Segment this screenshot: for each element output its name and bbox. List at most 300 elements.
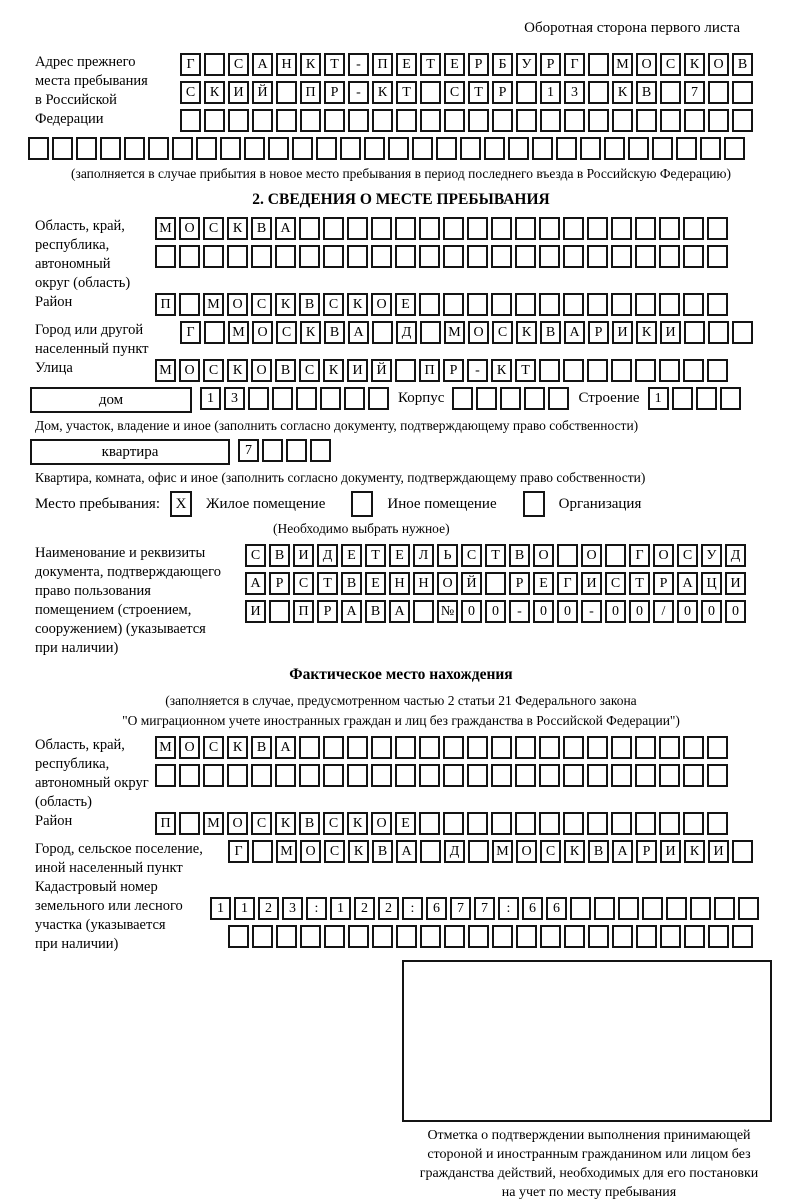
char-box: И (245, 600, 266, 623)
char-box (660, 81, 681, 104)
district-block (28, 293, 774, 321)
char-box: С (251, 812, 272, 835)
char-box: Ц (701, 572, 722, 595)
char-box: Г (629, 544, 650, 567)
char-box (443, 812, 464, 835)
char-box: 0 (557, 600, 578, 623)
prev-address-row-2 (180, 81, 774, 104)
stamp-note-line: Отметка о подтверждении выполнения принимающей (427, 1128, 751, 1143)
char-box (707, 764, 728, 787)
char-box (244, 137, 265, 160)
char-box: С (251, 293, 272, 316)
char-box (563, 359, 584, 382)
document-row-2 (245, 572, 774, 595)
char-box: Г (180, 53, 201, 76)
stay-type-label: Место пребывания: (35, 495, 160, 512)
char-box (468, 109, 489, 132)
char-box: Р (653, 572, 674, 595)
char-box (388, 137, 409, 160)
street-row (155, 359, 731, 382)
char-box (540, 925, 561, 948)
char-box: 0 (461, 600, 482, 623)
char-box: С (203, 736, 224, 759)
char-box (204, 321, 225, 344)
actual-district-label: Район (35, 813, 73, 829)
char-box: О (516, 840, 537, 863)
char-box (580, 137, 601, 160)
char-box (683, 764, 704, 787)
char-box: 0 (677, 600, 698, 623)
label-line: при наличии) (35, 936, 119, 952)
house-note: Дом, участок, владение и иное (заполнить согласно документу, подтверждающему право собственности) (35, 418, 639, 433)
char-box: 1 (234, 897, 255, 920)
label-line: земельного или лесного (35, 898, 183, 914)
char-box (368, 387, 389, 410)
char-box (539, 736, 560, 759)
char-box (557, 544, 578, 567)
option-label-residential: Жилое помещение (206, 495, 326, 512)
char-box (515, 812, 536, 835)
char-box (204, 53, 225, 76)
section2-title: 2. СВЕДЕНИЯ О МЕСТЕ ПРЕБЫВАНИЯ (252, 191, 550, 208)
char-box: К (323, 359, 344, 382)
char-box: К (491, 359, 512, 382)
region-rows (155, 217, 774, 273)
char-box: О (227, 293, 248, 316)
char-box: 0 (485, 600, 506, 623)
actual-region-block (28, 736, 774, 812)
char-box (708, 81, 729, 104)
char-box: К (564, 840, 585, 863)
char-box: Е (395, 293, 416, 316)
char-box (672, 387, 693, 410)
char-box (468, 840, 489, 863)
char-box (155, 764, 176, 787)
char-box (443, 736, 464, 759)
char-box: Р (509, 572, 530, 595)
char-box: Р (269, 572, 290, 595)
char-box: Г (564, 53, 585, 76)
char-box (347, 217, 368, 240)
char-box: Р (443, 359, 464, 382)
char-box: А (275, 217, 296, 240)
char-box: С (461, 544, 482, 567)
char-box (419, 245, 440, 268)
char-box: 0 (701, 600, 722, 623)
char-box (467, 293, 488, 316)
char-box: Р (492, 81, 513, 104)
char-box: : (498, 897, 519, 920)
char-box (299, 245, 320, 268)
char-box (563, 217, 584, 240)
char-box (347, 245, 368, 268)
char-box (539, 764, 560, 787)
stroenie-cells (648, 387, 744, 410)
char-box (310, 439, 331, 462)
char-box (443, 293, 464, 316)
label-line: иной населенный пункт (35, 860, 183, 876)
char-box (652, 137, 673, 160)
char-box (683, 736, 704, 759)
char-box (587, 293, 608, 316)
char-box (635, 812, 656, 835)
district-row (155, 293, 731, 316)
char-box: А (348, 321, 369, 344)
label-line: Федерации (35, 111, 104, 127)
char-box: К (348, 840, 369, 863)
char-box (539, 293, 560, 316)
char-box: М (203, 812, 224, 835)
char-box (347, 736, 368, 759)
checkbox-organization (523, 491, 545, 517)
char-box (460, 137, 481, 160)
char-box (275, 764, 296, 787)
char-box (344, 387, 365, 410)
char-box: В (636, 81, 657, 104)
char-box (611, 812, 632, 835)
char-box (708, 321, 729, 344)
char-box: И (708, 840, 729, 863)
char-box: О (251, 359, 272, 382)
char-box (684, 109, 705, 132)
char-box: Г (228, 840, 249, 863)
char-box (564, 109, 585, 132)
char-box (563, 812, 584, 835)
prev-address-block (28, 53, 774, 137)
char-box: С (276, 321, 297, 344)
actual-city-row (228, 840, 756, 863)
document-rows (245, 544, 774, 628)
char-box (348, 925, 369, 948)
char-box (324, 109, 345, 132)
char-box (587, 217, 608, 240)
char-box: О (227, 812, 248, 835)
char-box: А (396, 840, 417, 863)
char-box: Е (444, 53, 465, 76)
char-box: О (179, 217, 200, 240)
char-box: 0 (533, 600, 554, 623)
char-box (683, 245, 704, 268)
char-box: В (251, 217, 272, 240)
char-box: 1 (540, 81, 561, 104)
char-box (419, 764, 440, 787)
house-number-cells (200, 387, 392, 410)
char-box: Й (461, 572, 482, 595)
char-box: С (324, 840, 345, 863)
char-box (548, 387, 569, 410)
char-box: Е (396, 53, 417, 76)
char-box (124, 137, 145, 160)
region-label (28, 217, 155, 293)
char-box (172, 137, 193, 160)
prev-address-row-4 (28, 137, 774, 160)
char-box (272, 387, 293, 410)
char-box: М (612, 53, 633, 76)
char-box: М (155, 217, 176, 240)
char-box: К (684, 53, 705, 76)
char-box: Т (515, 359, 536, 382)
char-box (443, 245, 464, 268)
char-box (635, 359, 656, 382)
char-box: Н (389, 572, 410, 595)
char-box (683, 293, 704, 316)
char-box: Д (444, 840, 465, 863)
char-box (659, 736, 680, 759)
char-box (587, 245, 608, 268)
char-box: П (155, 812, 176, 835)
char-box: Т (324, 53, 345, 76)
char-box (251, 764, 272, 787)
char-box (684, 925, 705, 948)
char-box (467, 764, 488, 787)
char-box: 1 (200, 387, 221, 410)
char-box (276, 81, 297, 104)
char-box: М (203, 293, 224, 316)
char-box (395, 245, 416, 268)
char-box (299, 217, 320, 240)
char-box: И (660, 321, 681, 344)
char-box: П (155, 293, 176, 316)
char-box (484, 137, 505, 160)
char-box (604, 137, 625, 160)
char-box: В (509, 544, 530, 567)
char-box (436, 137, 457, 160)
char-box (452, 387, 473, 410)
char-box (286, 439, 307, 462)
char-box (588, 925, 609, 948)
document-row-1 (245, 544, 774, 567)
char-box: У (516, 53, 537, 76)
char-box: С (293, 572, 314, 595)
actual-region-row-2 (155, 764, 774, 787)
char-box (628, 137, 649, 160)
korpus-cells (452, 387, 572, 410)
char-box (491, 293, 512, 316)
char-box (570, 897, 591, 920)
label-line: населенный пункт (35, 341, 149, 357)
actual-location-note-2: "О миграционном учете иностранных граждан и лиц без гражданства в Российской Федерации") (122, 713, 680, 728)
char-box (340, 137, 361, 160)
stamp-note-line: стороной и иностранным гражданином или лицом без (427, 1147, 751, 1162)
document-block (28, 544, 774, 658)
char-box (476, 387, 497, 410)
char-box: Е (395, 812, 416, 835)
char-box (635, 217, 656, 240)
char-box (275, 245, 296, 268)
char-box (491, 812, 512, 835)
char-box: 6 (426, 897, 447, 920)
char-box (364, 137, 385, 160)
char-box: 2 (378, 897, 399, 920)
label-line: республика, (35, 237, 110, 253)
char-box: С (228, 53, 249, 76)
char-box: А (677, 572, 698, 595)
char-box (204, 109, 225, 132)
char-box: Д (725, 544, 746, 567)
char-box (683, 359, 704, 382)
char-box: Р (588, 321, 609, 344)
char-box: Е (341, 544, 362, 567)
char-box (420, 321, 441, 344)
char-box: М (155, 736, 176, 759)
char-box (594, 897, 615, 920)
char-box: Г (557, 572, 578, 595)
char-box (588, 53, 609, 76)
char-box (467, 217, 488, 240)
char-box (252, 109, 273, 132)
char-box (419, 736, 440, 759)
char-box (292, 137, 313, 160)
char-box (491, 764, 512, 787)
stamp-note-line: гражданства действий, необходимых для его постановки (419, 1166, 759, 1181)
label-line: при наличии) (35, 640, 119, 656)
char-box: Б (492, 53, 513, 76)
char-box (659, 359, 680, 382)
label-line: сооружением) (указывается (35, 621, 206, 637)
char-box: Е (389, 544, 410, 567)
char-box: 1 (648, 387, 669, 410)
district-label: Район (35, 294, 73, 310)
char-box (395, 359, 416, 382)
actual-region-label (28, 736, 155, 812)
char-box (395, 764, 416, 787)
char-box: К (275, 812, 296, 835)
char-box (276, 925, 297, 948)
char-box (732, 840, 753, 863)
char-box: М (444, 321, 465, 344)
char-box (179, 293, 200, 316)
char-box (515, 736, 536, 759)
char-box (724, 137, 745, 160)
char-box (707, 293, 728, 316)
char-box: К (204, 81, 225, 104)
char-box (323, 217, 344, 240)
char-box (276, 109, 297, 132)
char-box (179, 812, 200, 835)
actual-region-row-1 (155, 736, 774, 759)
char-box (659, 245, 680, 268)
char-box: И (347, 359, 368, 382)
char-box (539, 217, 560, 240)
char-box (635, 245, 656, 268)
char-box: К (636, 321, 657, 344)
char-box (539, 359, 560, 382)
street-label: Улица (35, 360, 73, 376)
char-box (395, 217, 416, 240)
char-box: В (372, 840, 393, 863)
char-box (372, 321, 393, 344)
char-box: И (612, 321, 633, 344)
city-label (28, 321, 155, 359)
house-field-caption-box: дом (30, 387, 192, 413)
char-box: А (252, 53, 273, 76)
char-box (564, 925, 585, 948)
char-box (268, 137, 289, 160)
label-line: Наименование и реквизиты (35, 545, 206, 561)
char-box (642, 897, 663, 920)
house-row (30, 387, 774, 415)
char-box: С (492, 321, 513, 344)
char-box (299, 736, 320, 759)
char-box: Р (468, 53, 489, 76)
char-box: Й (252, 81, 273, 104)
char-box (228, 109, 249, 132)
char-box (196, 137, 217, 160)
char-box (508, 137, 529, 160)
char-box: Т (629, 572, 650, 595)
char-box: 7 (238, 439, 259, 462)
char-box (720, 387, 741, 410)
char-box (707, 812, 728, 835)
char-box: О (636, 53, 657, 76)
char-box (676, 137, 697, 160)
char-box: О (533, 544, 554, 567)
char-box: Р (636, 840, 657, 863)
char-box: - (348, 53, 369, 76)
char-box (443, 764, 464, 787)
char-box (248, 387, 269, 410)
char-box: Г (180, 321, 201, 344)
char-box: И (581, 572, 602, 595)
char-box (220, 137, 241, 160)
char-box (732, 109, 753, 132)
char-box (227, 764, 248, 787)
char-box (690, 897, 711, 920)
char-box (587, 359, 608, 382)
label-line: Город, сельское поселение, (35, 841, 203, 857)
label-line: Область, край, (35, 737, 125, 753)
char-box (492, 925, 513, 948)
char-box: К (227, 359, 248, 382)
char-box: К (347, 293, 368, 316)
char-box (660, 109, 681, 132)
char-box: О (653, 544, 674, 567)
char-box (587, 764, 608, 787)
char-box (251, 245, 272, 268)
char-box (491, 245, 512, 268)
char-box: Л (413, 544, 434, 567)
char-box (419, 217, 440, 240)
char-box: № (437, 600, 458, 623)
char-box: В (588, 840, 609, 863)
prev-address-row-3 (180, 109, 774, 132)
char-box (612, 109, 633, 132)
char-box (707, 736, 728, 759)
char-box (618, 897, 639, 920)
char-box: 0 (629, 600, 650, 623)
label-line: право пользования (35, 583, 151, 599)
char-box: С (540, 840, 561, 863)
city-row (180, 321, 756, 344)
char-box: В (324, 321, 345, 344)
char-box: Е (533, 572, 554, 595)
char-box: - (509, 600, 530, 623)
char-box: 7 (450, 897, 471, 920)
char-box: 1 (330, 897, 351, 920)
char-box (316, 137, 337, 160)
char-box (588, 81, 609, 104)
char-box (420, 109, 441, 132)
char-box (52, 137, 73, 160)
char-box: Д (317, 544, 338, 567)
char-box (515, 293, 536, 316)
char-box (323, 764, 344, 787)
char-box: А (389, 600, 410, 623)
char-box (76, 137, 97, 160)
char-box: В (341, 572, 362, 595)
stamp-note (402, 1126, 776, 1202)
char-box (269, 600, 290, 623)
